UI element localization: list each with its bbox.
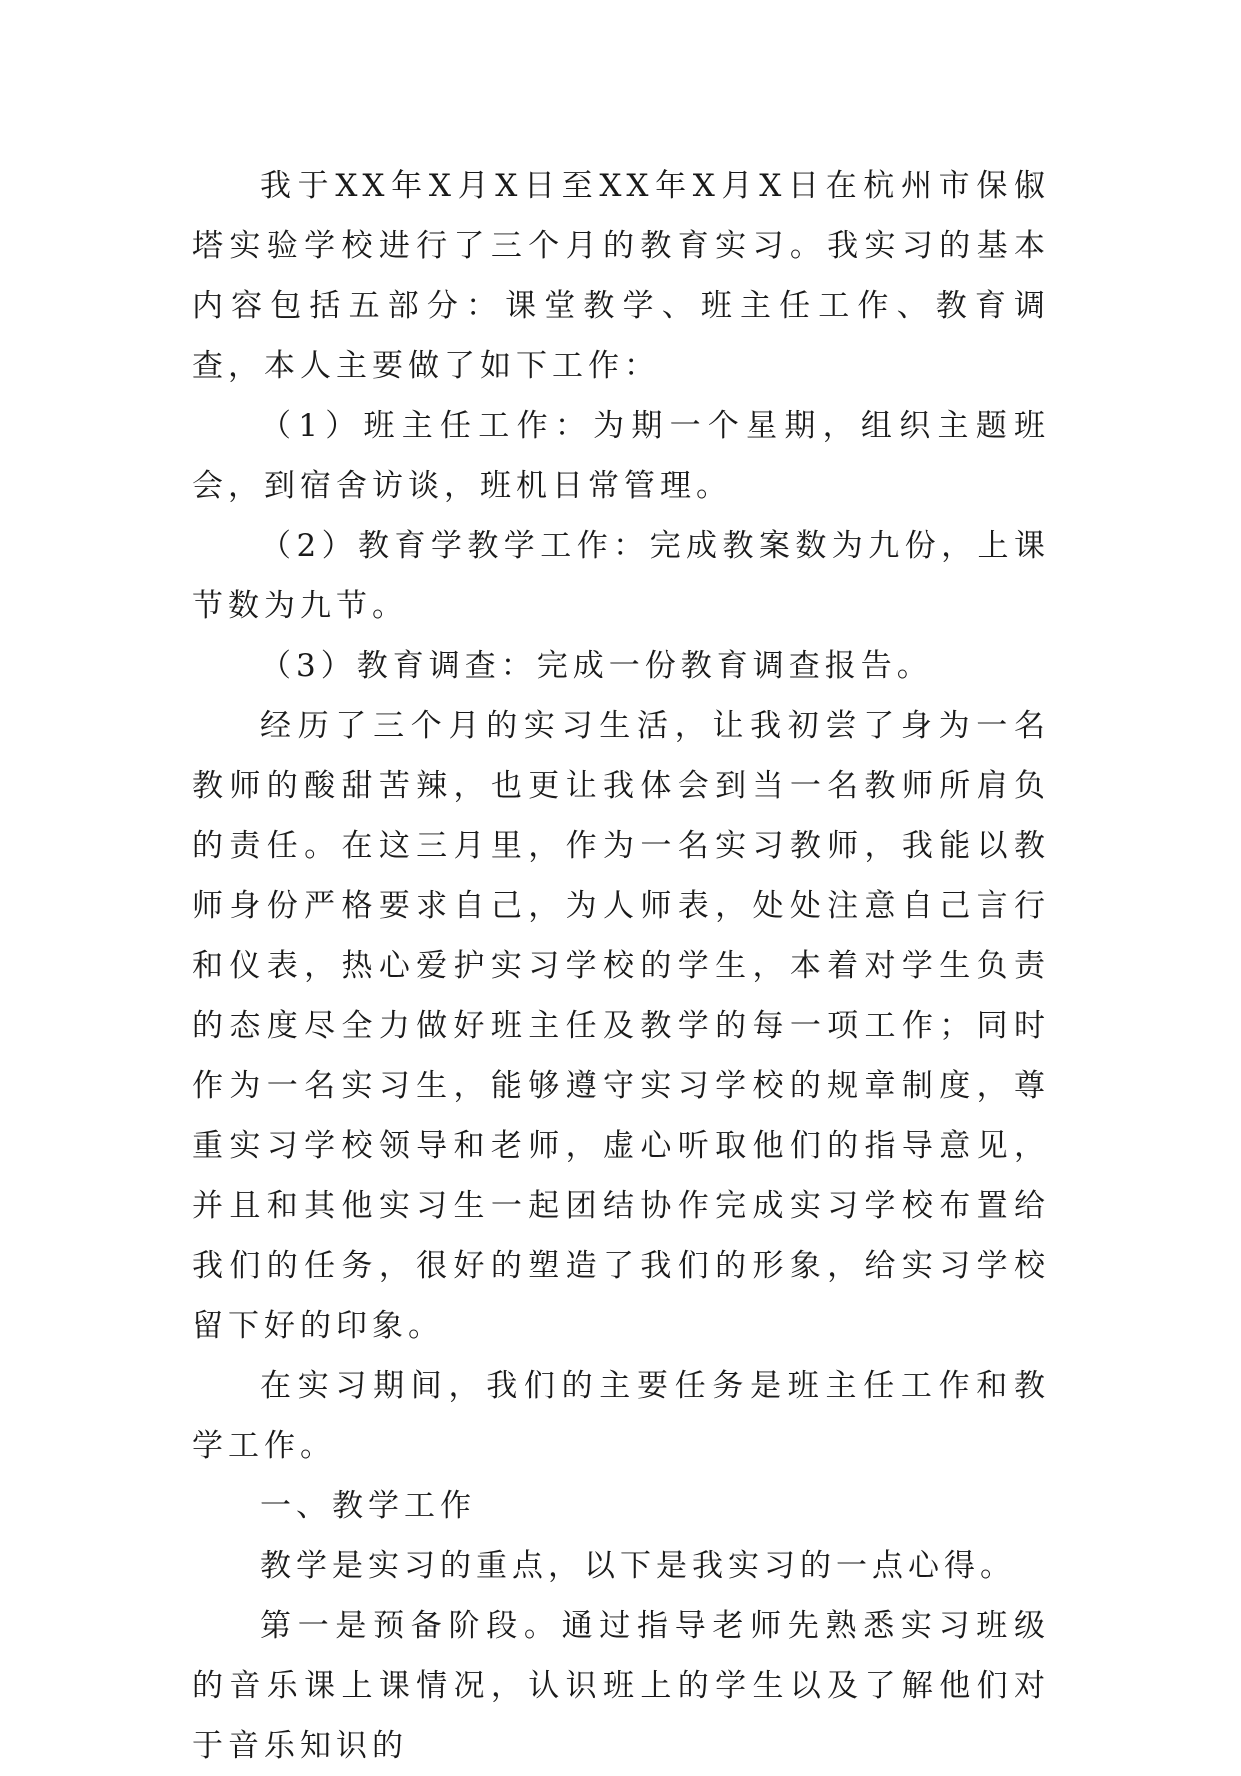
- document-body: [192, 156, 1050, 1776]
- paragraph-item-1: （1）班主任工作：为期一个星期，组织主题班会，到宿舍访谈，班机日常管理。: [192, 408, 1050, 504]
- paragraph-item-3: （3）教育调查：完成一份教育调查报告。: [260, 648, 933, 684]
- paragraph-teaching-focus: 教学是实习的重点，以下是我实习的一点心得。: [260, 1548, 1016, 1584]
- paragraph-main-tasks: 在实习期间，我们的主要任务是班主任工作和教学工作。: [192, 1368, 1050, 1464]
- section-heading-teaching: 一、教学工作: [260, 1488, 476, 1524]
- paragraph-item-2: （2）教育学教学工作：完成教案数为九份，上课节数为九节。: [192, 528, 1050, 624]
- paragraph-experience: 经历了三个月的实习生活，让我初尝了身为一名教师的酸甜苦辣，也更让我体会到当一名教师所肩负的责任。在这三月里，作为一名实习教师，我能以教师身份严格要求自己，为人师表，处处注意自己言行和仪表，热心爱护实习学校的学生，本着对学生负责的态度尽全力做好班主任及教学的每一项工作；同时作为一名实习生，能够遵守实习学校的规章制度，尊重实习学校领导和老师，虚心听取他们的指导意见，并且和其他实习生一起团结协作完成实习学校布置给我们的任务，很好的塑造了我们的形象，给实习学校留下好的印象。: [192, 708, 1050, 1344]
- paragraph-intro: 我于XX年X月X日至XX年X月X日在杭州市保俶塔实验学校进行了三个月的教育实习。我实习的基本内容包括五部分：课堂教学、班主任工作、教育调查，本人主要做了如下工作：: [192, 168, 1050, 384]
- paragraph-preparation: 第一是预备阶段。通过指导老师先熟悉实习班级的音乐课上课情况，认识班上的学生以及了解他们对于音乐知识的: [192, 1608, 1050, 1764]
